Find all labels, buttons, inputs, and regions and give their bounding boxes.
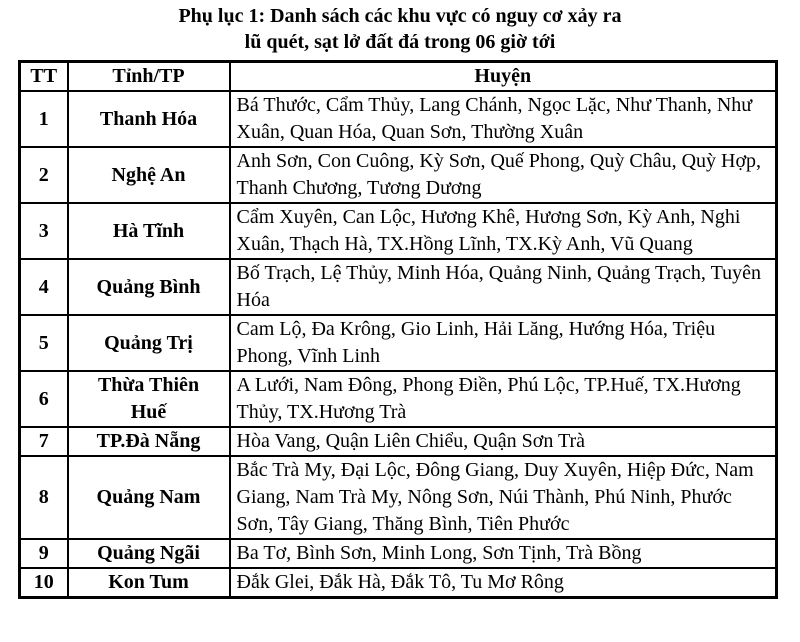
row-index: 6: [20, 371, 68, 427]
province-name: Quảng Bình: [68, 259, 230, 315]
province-name: Quảng Nam: [68, 456, 230, 539]
page-title-line-2: lũ quét, sạt lở đất đá trong 06 giờ tới: [244, 31, 556, 53]
province-name: Kon Tum: [68, 568, 230, 598]
table-row: [20, 315, 777, 371]
district-list: Cẩm Xuyên, Can Lộc, Hương Khê, Hương Sơn, Kỳ Anh, Nghi Xuân, Thạch Hà, TX.Hồng Lĩnh, TX.Kỳ Anh, Vũ Quang: [230, 203, 777, 259]
province-name: Nghệ An: [68, 147, 230, 203]
province-name: Thanh Hóa: [68, 91, 230, 147]
table-row: [20, 147, 777, 203]
district-list: Hòa Vang, Quận Liên Chiểu, Quận Sơn Trà: [230, 427, 777, 456]
district-list: Bố Trạch, Lệ Thủy, Minh Hóa, Quảng Ninh, Quảng Trạch, Tuyên Hóa: [230, 259, 777, 315]
table-row: [20, 427, 777, 456]
province-name: Quảng Ngãi: [68, 539, 230, 568]
page-title: [0, 0, 800, 55]
page-title-line-1: Phụ lục 1: Danh sách các khu vực có nguy cơ xảy ra: [178, 5, 622, 27]
district-list: A Lưới, Nam Đông, Phong Điền, Phú Lộc, TP.Huế, TX.Hương Thủy, TX.Hương Trà: [230, 371, 777, 427]
table-row: [20, 203, 777, 259]
district-list: Ba Tơ, Bình Sơn, Minh Long, Sơn Tịnh, Trà Bồng: [230, 539, 777, 568]
row-index: 4: [20, 259, 68, 315]
header-cell-province: Tỉnh/TP: [68, 62, 230, 92]
row-index: 7: [20, 427, 68, 456]
province-name: Hà Tĩnh: [68, 203, 230, 259]
table-row: [20, 91, 777, 147]
province-name: Thừa Thiên Huế: [68, 371, 230, 427]
district-list: Cam Lộ, Đa Krông, Gio Linh, Hải Lăng, Hướng Hóa, Triệu Phong, Vĩnh Linh: [230, 315, 777, 371]
table-row: [20, 371, 777, 427]
table-header-row: [20, 62, 777, 92]
district-list: Bá Thước, Cẩm Thủy, Lang Chánh, Ngọc Lặc, Như Thanh, Như Xuân, Quan Hóa, Quan Sơn, Thường Xuân: [230, 91, 777, 147]
header-cell-districts: Huyện: [230, 62, 777, 92]
table-row: [20, 456, 777, 539]
row-index: 5: [20, 315, 68, 371]
province-name: Quảng Trị: [68, 315, 230, 371]
table-row: [20, 259, 777, 315]
table-row: [20, 568, 777, 598]
district-list: Anh Sơn, Con Cuông, Kỳ Sơn, Quế Phong, Quỳ Châu, Quỳ Hợp, Thanh Chương, Tương Dương: [230, 147, 777, 203]
row-index: 3: [20, 203, 68, 259]
table-row: [20, 539, 777, 568]
row-index: 10: [20, 568, 68, 598]
risk-areas-table: [18, 60, 778, 599]
row-index: 1: [20, 91, 68, 147]
district-list: Đắk Glei, Đắk Hà, Đắk Tô, Tu Mơ Rông: [230, 568, 777, 598]
row-index: 9: [20, 539, 68, 568]
row-index: 2: [20, 147, 68, 203]
header-cell-tt: TT: [20, 62, 68, 92]
district-list: Bắc Trà My, Đại Lộc, Đông Giang, Duy Xuyên, Hiệp Đức, Nam Giang, Nam Trà My, Nông Sơn, Núi Thành, Phú Ninh, Phước Sơn, Tây Giang, Thăng Bình, Tiên Phước: [230, 456, 777, 539]
province-name: TP.Đà Nẵng: [68, 427, 230, 456]
row-index: 8: [20, 456, 68, 539]
